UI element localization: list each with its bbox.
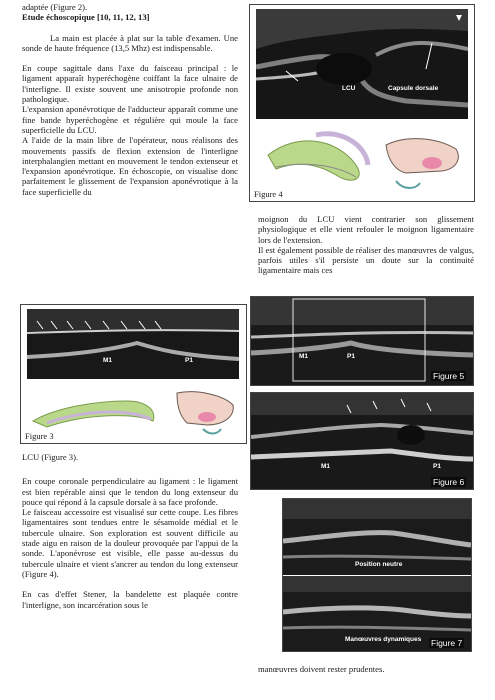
section-heading: Etude échoscopique [10, 11, 12, 13] bbox=[22, 12, 150, 23]
paragraph-dynamic: A l'aide de la main libre de l'opérateur, nous réalisons des mouvements passifs de flexion extension de l'interligne interphalangien mettant en mouvement le tendon extenseur et l'expansion aponévrotique. En échoscopie, on visualise donc parfaitement le glissement de l'expansion aponévrotique à la face superficielle du bbox=[22, 135, 238, 197]
paragraph-stener-cont: moignon du LCU vient contrarier son glissement physiologique et elle vient refouler le moignon ligamentaire lors de l'extension. bbox=[258, 214, 474, 245]
figure-4-ultrasound-image bbox=[256, 9, 468, 119]
figure-5 bbox=[250, 296, 474, 386]
paragraph-expansion: L'expansion aponévrotique de l'adducteur apparaît comme une fine bande hyperéchogène et régulière qui moule la face superficielle du LCU. bbox=[22, 104, 238, 135]
paragraph-sagittal: En coupe sagittale dans l'axe du faisceau principal : le ligament apparaît hyperéchogène coiffant la face ulnaire de l'interligne. Il existe souvent une anisotropie profonde non pathologique. bbox=[22, 63, 238, 105]
figure-7-caption: Figure 7 bbox=[431, 638, 463, 648]
figure-5-ultrasound bbox=[251, 297, 473, 385]
figure-4 bbox=[249, 4, 475, 202]
label-p1: P1 bbox=[185, 357, 193, 364]
figure-6 bbox=[250, 392, 474, 490]
right-column-bottom bbox=[258, 664, 474, 674]
paragraph-coronal: En coupe coronale perpendiculaire au ligament : le ligament est bien repérable ainsi que le tendon du long extenseur du pouce qui répond à la capsule dorsale à sa face profonde. bbox=[22, 476, 238, 507]
left-column-bottom bbox=[22, 452, 238, 610]
figure-7-ultrasound-neutral bbox=[283, 499, 471, 575]
figure-3 bbox=[20, 304, 247, 444]
figure-3-ultrasound bbox=[27, 309, 239, 379]
label-manoeuvres-dynamiques: Manœuvres dynamiques bbox=[345, 636, 422, 643]
left-column-top bbox=[22, 2, 238, 197]
label-m1: M1 bbox=[321, 463, 331, 470]
label-lcu: LCU bbox=[342, 85, 356, 92]
label-position-neutre: Position neutre bbox=[355, 561, 403, 568]
paragraph-probe: La main est placée à plat sur la table d'examen. Une sonde de haute fréquence (13,5 Mhz) est indispensable. bbox=[22, 32, 238, 53]
intro-line: adaptée (Figure 2). bbox=[22, 2, 88, 12]
label-p1: P1 bbox=[433, 463, 441, 470]
paragraph-accessory: Le faisceau accessoire est visualisé sur cette coupe. Les fibres ligamentaires sont tendues entre le sésamoïde médial et le tubercule ulnaire. Son exploration est souvent difficile au stade aigu en raison de la douleur provoquée par l'appui de la sonde. L'aponévrose est visible, elle passe au-dessus du tubercule ulnaire et vient s'ancrer au tendon du long extenseur (Figure 4). bbox=[22, 507, 238, 579]
figure-6-ultrasound bbox=[251, 393, 473, 489]
paragraph-stener: En cas d'effet Stener, la bandelette est plaquée contre l'interligne, son incarcération sous le bbox=[22, 589, 238, 610]
figure-3-caption: Figure 3 bbox=[25, 431, 54, 441]
label-capsule-dorsale: Capsule dorsale bbox=[388, 85, 439, 92]
figure-3-ultrasound-image bbox=[27, 309, 239, 379]
figure-5-caption: Figure 5 bbox=[433, 371, 465, 381]
figure-4-ultrasound bbox=[256, 9, 468, 119]
after-figure-3-line: LCU (Figure 3). bbox=[22, 452, 79, 462]
figure-6-ultrasound-image bbox=[251, 393, 473, 489]
figure-7-ultrasound-dynamic bbox=[283, 576, 471, 651]
figure-3-schematic bbox=[27, 383, 239, 437]
figure-4-caption: Figure 4 bbox=[254, 189, 283, 199]
label-p1: P1 bbox=[347, 353, 355, 360]
label-m1: M1 bbox=[299, 353, 309, 360]
paragraph-valgus: Il est également possible de réaliser des manœuvres de valgus, parfois utiles s'il persiste un doute sur la continuité ligamentaire mais ces bbox=[258, 244, 474, 276]
figure-7 bbox=[282, 498, 472, 652]
figure-6-caption: Figure 6 bbox=[433, 477, 465, 487]
paragraph-prudence: manœuvres doivent rester prudentes. bbox=[258, 664, 385, 674]
label-m1: M1 bbox=[103, 357, 113, 364]
figure-4-schematic bbox=[256, 125, 468, 195]
right-column-text bbox=[258, 214, 474, 276]
